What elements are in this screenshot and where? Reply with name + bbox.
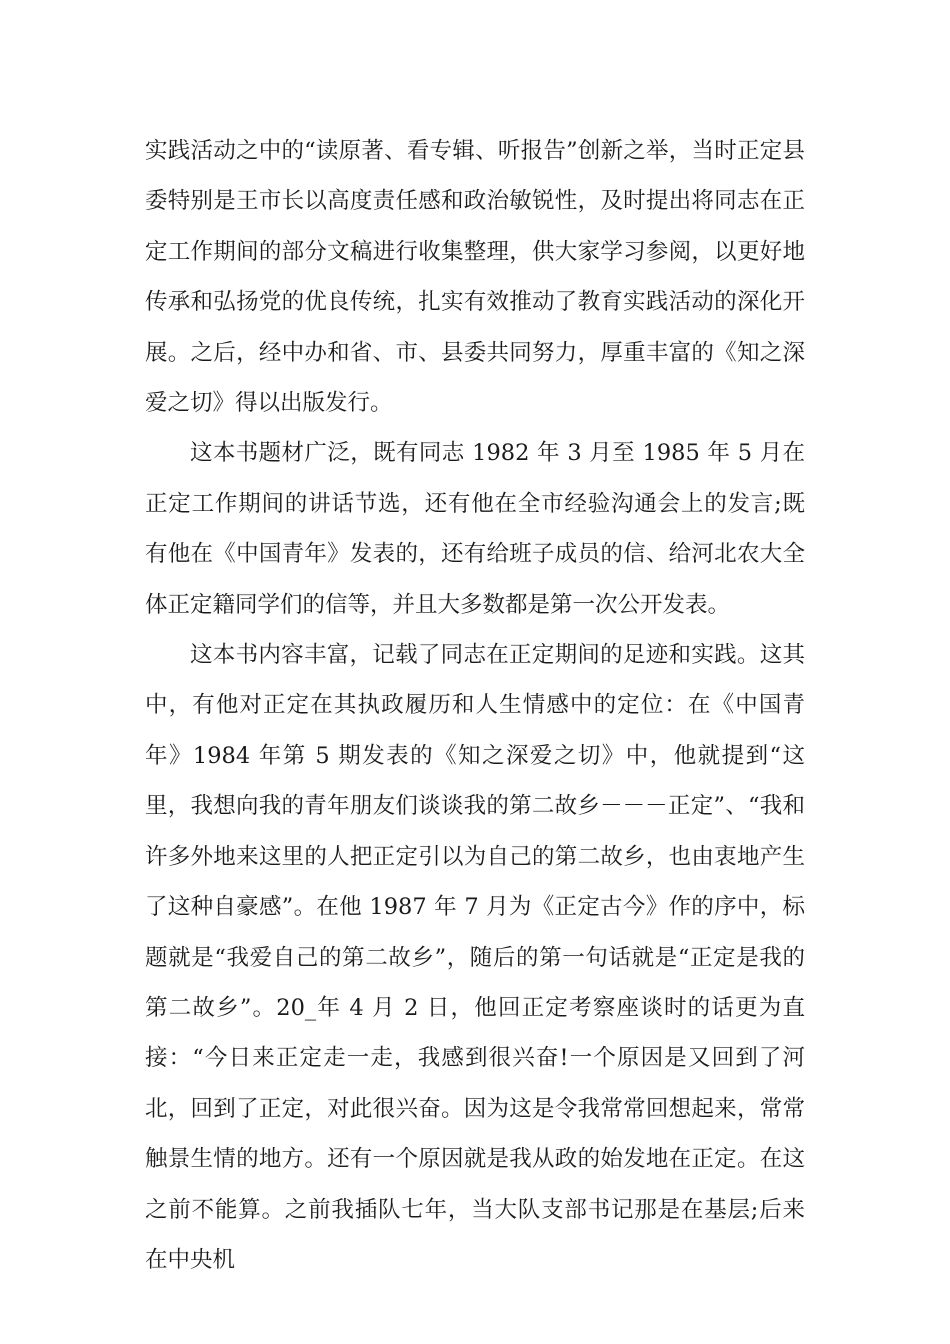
paragraph-continuation: 实践活动之中的“读原著、看专辑、听报告”创新之举，当时正定县委特别是王市长以高度责任感和政治敏锐性，及时提出将同志在正定工作期间的部分文稿进行收集整理，供大家学习参阅，以更好地传承和弘扬党的优良传统，扎实有效推动了教育实践活动的深化开展。之后，经中办和省、市、县委共同努力，厚重丰富的《知之深爱之切》得以出版发行。 <box>145 138 805 417</box>
paragraph-book-contents: 这本书内容丰富，记载了同志在正定期间的足迹和实践。这其中，有他对正定在其执政履历和人生情感中的定位：在《中国青年》1984 年第 5 期发表的《知之深爱之切》中，他就提到“这里，我想向我的青年朋友们谈谈我的第二故乡－－－正定”、“我和许多外地来这里的人把正定引以为自己的第二故乡，也由衷地产生了这种自豪感”。在他 1987 年 7 月为《正定古今》作的序中，标题就是“我爱自己的第二故乡”，随后的第一句话就是“正定是我的第二故乡”。20_年 4 月 2 日，他回正定考察座谈时的话更为直接：“今日来正定走一走，我感到很兴奋!一个原因是又回到了河北，回到了正定，对此很兴奋。因为这是令我常常回想起来，常常触景生情的地方。还有一个原因就是我从政的始发地在正定。在这之前不能算。之前我插队七年，当大队支部书记那是在基层;后来在中央机 <box>145 642 805 1273</box>
paragraph-book-topics: 这本书题材广泛，既有同志 1982 年 3 月至 1985 年 5 月在正定工作期间的讲话节选，还有他在全市经验沟通会上的发言;既有他在《中国青年》发表的，还有给班子成员的信、给河北农大全体正定籍同学们的信等，并且大多数都是第一次公开发表。 <box>145 440 805 618</box>
document-body <box>145 126 805 1285</box>
